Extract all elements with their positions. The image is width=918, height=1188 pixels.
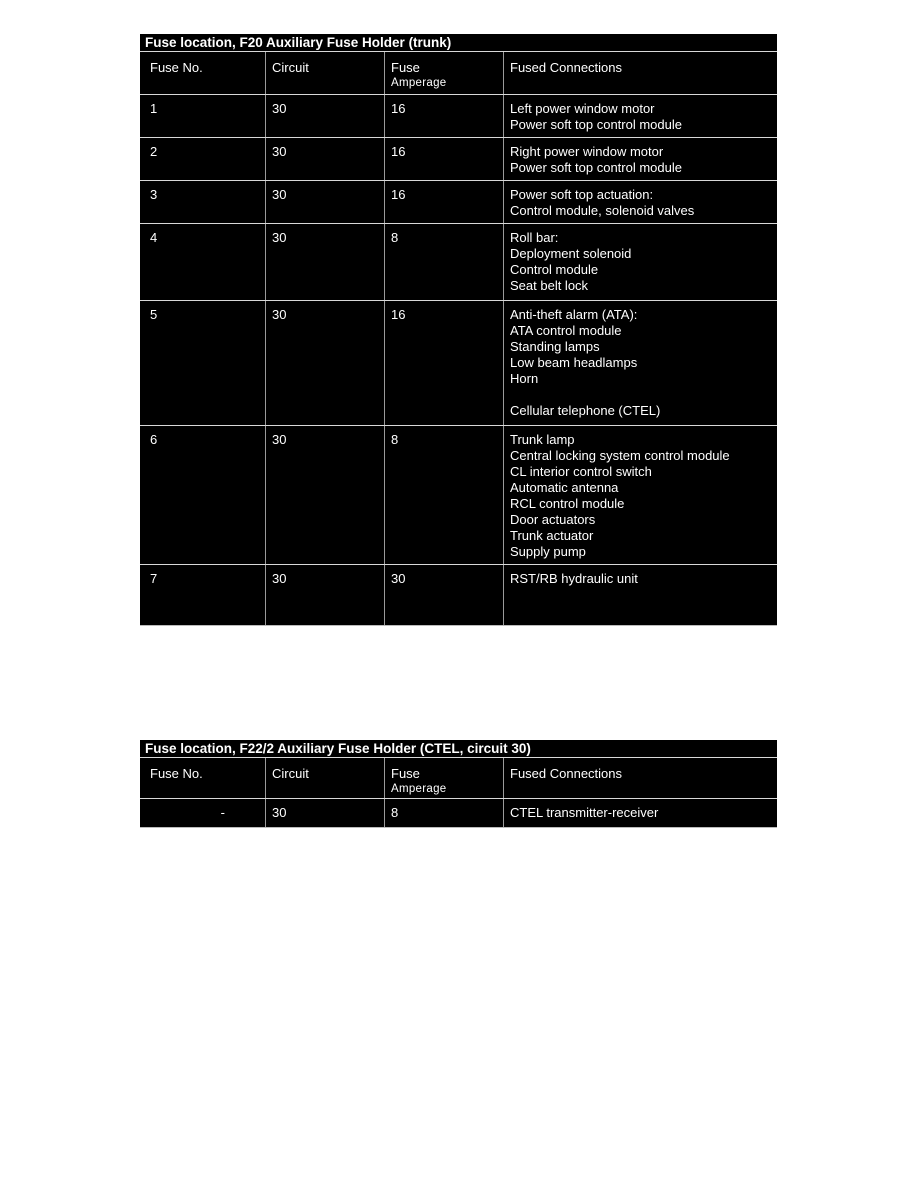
connection-line: Power soft top control module — [510, 117, 682, 132]
connection-line: Low beam headlamps — [510, 355, 638, 370]
connection-line: Left power window motor — [510, 101, 655, 116]
cell-fuse-no: 5 — [150, 307, 158, 322]
cell-circuit: 30 — [265, 301, 384, 425]
cell-fuse-no: 2 — [150, 144, 158, 159]
cell-amperage: 8 — [384, 426, 503, 564]
table-title: Fuse location, F20 Auxiliary Fuse Holder (trunk) — [140, 34, 777, 52]
fuse-table-f20 — [140, 34, 777, 626]
connection-line: Trunk actuator — [510, 528, 594, 543]
header-circuit: Circuit — [265, 52, 384, 94]
cell-amperage: 8 — [384, 224, 503, 300]
cell-fuse-no: 6 — [150, 432, 158, 447]
header-fuse: Fuse — [391, 766, 420, 781]
header-fuse: Fuse — [391, 60, 420, 75]
cell-connections — [503, 95, 777, 137]
connection-line: Roll bar: — [510, 230, 559, 245]
connection-line — [510, 387, 777, 403]
cell-fuse-no: - — [220, 805, 225, 820]
cell-fuse-no: 4 — [150, 230, 158, 245]
cell-connections — [503, 565, 777, 625]
header-fuse-amperage — [384, 52, 503, 94]
cell-connections — [503, 181, 777, 223]
connection-line: Supply pump — [510, 544, 586, 559]
cell-connections — [503, 138, 777, 180]
table-row — [140, 301, 777, 426]
cell-connections — [503, 426, 777, 564]
connection-line: Automatic antenna — [510, 480, 619, 495]
connection-line: CL interior control switch — [510, 464, 652, 479]
cell-fuse-no: 7 — [150, 571, 158, 586]
connection-line: Door actuators — [510, 512, 596, 527]
connection-line: Power soft top control module — [510, 160, 682, 175]
header-fuse-amperage — [384, 758, 503, 798]
cell-circuit: 30 — [265, 95, 384, 137]
connection-line: Anti-theft alarm (ATA): — [510, 307, 638, 322]
cell-fuse-no: 1 — [150, 101, 158, 116]
header-fuse-no: Fuse No. — [150, 60, 203, 75]
connection-line: CTEL transmitter-receiver — [510, 805, 659, 820]
cell-amperage: 16 — [384, 95, 503, 137]
table-title: Fuse location, F22/2 Auxiliary Fuse Holder (CTEL, circuit 30) — [140, 740, 777, 758]
connection-line: ATA control module — [510, 323, 622, 338]
table-header-row — [140, 52, 777, 95]
connection-line: Control module — [510, 262, 599, 277]
table-row — [140, 565, 777, 626]
cell-circuit: 30 — [265, 565, 384, 625]
header-fuse-no: Fuse No. — [150, 766, 203, 781]
header-connections: Fused Connections — [503, 758, 777, 798]
cell-connections — [503, 224, 777, 300]
cell-circuit: 30 — [265, 426, 384, 564]
table-row — [140, 138, 777, 181]
connection-line: Deployment solenoid — [510, 246, 632, 261]
connection-line: Standing lamps — [510, 339, 600, 354]
cell-circuit: 30 — [265, 138, 384, 180]
table-row — [140, 426, 777, 565]
connection-line: Cellular telephone (CTEL) — [510, 403, 661, 418]
cell-amperage: 8 — [384, 799, 503, 827]
connection-line: RST/RB hydraulic unit — [510, 571, 638, 586]
header-circuit: Circuit — [265, 758, 384, 798]
table-row — [140, 224, 777, 301]
cell-connections — [503, 301, 777, 425]
connection-line: Right power window motor — [510, 144, 664, 159]
header-connections: Fused Connections — [503, 52, 777, 94]
table-row — [140, 181, 777, 224]
header-amperage: Amperage — [391, 77, 447, 89]
connection-line: Power soft top actuation: — [510, 187, 654, 202]
connection-line: Trunk lamp — [510, 432, 575, 447]
fuse-table-f22-2 — [140, 740, 777, 828]
cell-fuse-no: 3 — [150, 187, 158, 202]
cell-amperage: 30 — [384, 565, 503, 625]
cell-amperage: 16 — [384, 181, 503, 223]
connection-line: Horn — [510, 371, 539, 386]
cell-connections — [503, 799, 777, 827]
cell-circuit: 30 — [265, 799, 384, 827]
cell-amperage: 16 — [384, 301, 503, 425]
table-row — [140, 799, 777, 828]
connection-line: Central locking system control module — [510, 448, 730, 463]
cell-amperage: 16 — [384, 138, 503, 180]
connection-line: Seat belt lock — [510, 278, 589, 293]
connection-line: Control module, solenoid valves — [510, 203, 695, 218]
table-header-row — [140, 758, 777, 799]
connection-line: RCL control module — [510, 496, 625, 511]
cell-circuit: 30 — [265, 224, 384, 300]
cell-circuit: 30 — [265, 181, 384, 223]
table-row — [140, 95, 777, 138]
header-amperage: Amperage — [391, 783, 447, 795]
